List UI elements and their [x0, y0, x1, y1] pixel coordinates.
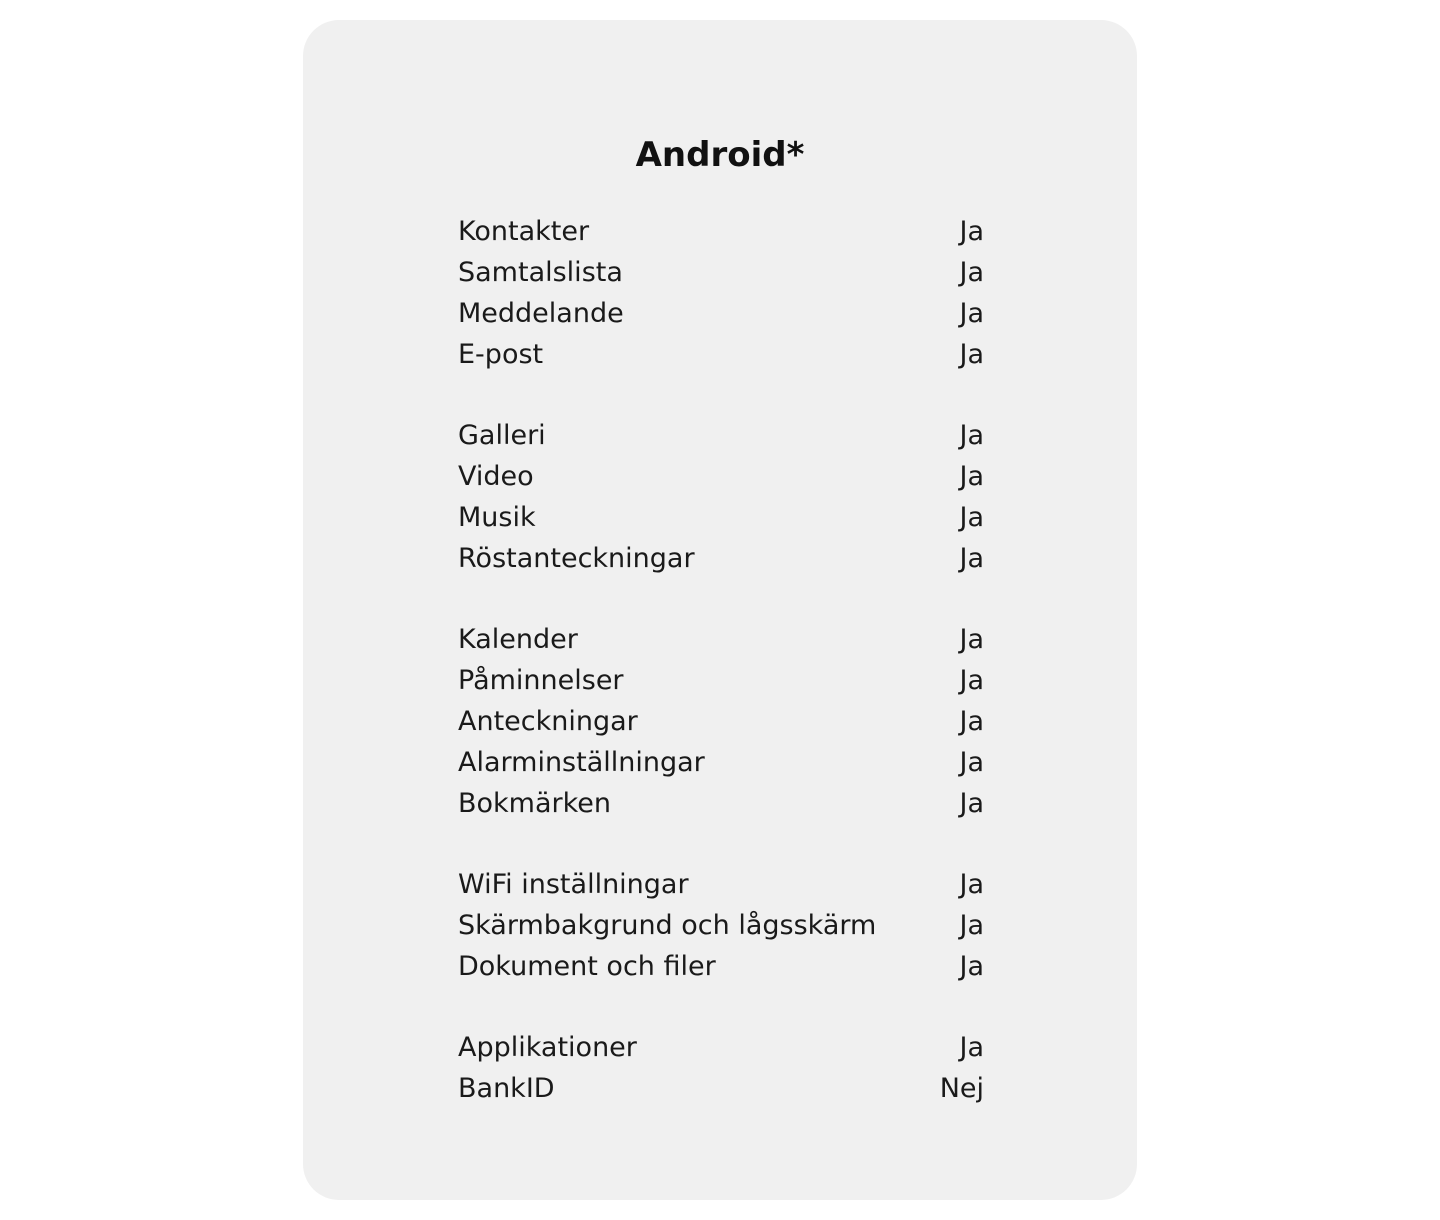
- list-item: [458, 1027, 984, 1068]
- item-value: Ja: [959, 461, 984, 492]
- list-item: [458, 905, 984, 946]
- list-item: [458, 211, 984, 252]
- item-value: Ja: [959, 339, 984, 370]
- item-label: Bokmärken: [458, 788, 612, 819]
- list-item: [458, 946, 984, 987]
- list-item: [458, 701, 984, 742]
- item-value: Nej: [939, 1073, 984, 1104]
- item-label: Kalender: [458, 624, 578, 655]
- item-value: Ja: [959, 910, 984, 941]
- list-item: [458, 293, 984, 334]
- item-value: Ja: [959, 216, 984, 247]
- item-value: Ja: [959, 747, 984, 778]
- item-value: Ja: [959, 624, 984, 655]
- list-item: [458, 456, 984, 497]
- list-item: [458, 497, 984, 538]
- data-group-communication: [458, 211, 984, 375]
- item-value: Ja: [959, 869, 984, 900]
- card-title: Android*: [635, 135, 805, 175]
- item-label: BankID: [458, 1073, 555, 1104]
- item-label: Påminnelser: [458, 665, 624, 696]
- compatibility-card: [303, 20, 1137, 1200]
- list-item: [458, 619, 984, 660]
- item-label: Anteckningar: [458, 706, 638, 737]
- list-item: [458, 864, 984, 905]
- item-value: Ja: [959, 951, 984, 982]
- data-list: [458, 211, 984, 1149]
- item-label: Meddelande: [458, 298, 624, 329]
- data-group-settings: [458, 864, 984, 987]
- list-item: [458, 252, 984, 293]
- item-value: Ja: [959, 1032, 984, 1063]
- item-label: Galleri: [458, 420, 546, 451]
- item-label: E-post: [458, 339, 544, 370]
- item-label: Applikationer: [458, 1032, 637, 1063]
- data-group-personal: [458, 619, 984, 824]
- list-item: [458, 415, 984, 456]
- item-label: Röstanteckningar: [458, 543, 695, 574]
- list-item: [458, 660, 984, 701]
- item-value: Ja: [959, 788, 984, 819]
- item-label: Alarminställningar: [458, 747, 705, 778]
- item-value: Ja: [959, 502, 984, 533]
- data-group-apps: [458, 1027, 984, 1109]
- item-value: Ja: [959, 298, 984, 329]
- item-label: Kontakter: [458, 216, 590, 247]
- item-value: Ja: [959, 420, 984, 451]
- item-value: Ja: [959, 665, 984, 696]
- item-label: Musik: [458, 502, 536, 533]
- list-item: [458, 1068, 984, 1109]
- item-label: Samtalslista: [458, 257, 623, 288]
- item-label: Video: [458, 461, 534, 492]
- item-label: WiFi inställningar: [458, 869, 689, 900]
- list-item: [458, 334, 984, 375]
- item-value: Ja: [959, 706, 984, 737]
- item-label: Dokument och filer: [458, 951, 716, 982]
- data-group-media: [458, 415, 984, 579]
- item-value: Ja: [959, 543, 984, 574]
- list-item: [458, 742, 984, 783]
- item-label: Skärmbakgrund och lågsskärm: [458, 910, 877, 941]
- list-item: [458, 538, 984, 579]
- list-item: [458, 783, 984, 824]
- item-value: Ja: [959, 257, 984, 288]
